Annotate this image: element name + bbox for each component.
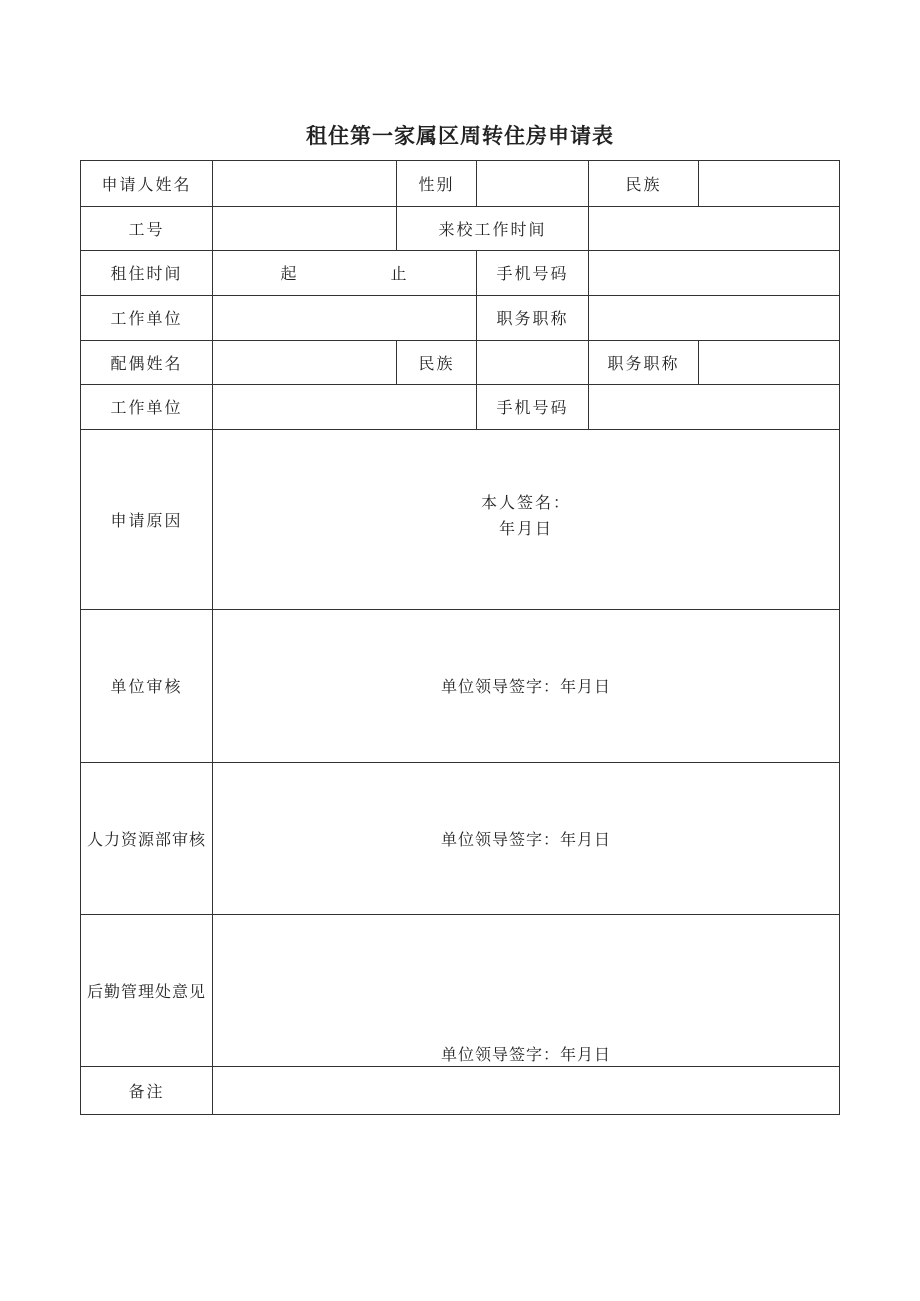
logistics-opinion-field[interactable] (213, 914, 839, 1066)
ethnicity-field[interactable] (699, 161, 839, 206)
ethnicity-label: 民族 (625, 175, 662, 194)
spouse-ethnicity-field[interactable] (477, 340, 588, 384)
hr-leader-sign-label: 单位领导签字：年月日 (440, 829, 611, 849)
self-date-label: 年月日 (498, 519, 553, 538)
position-title-label: 职务职称 (496, 309, 569, 328)
spouse-position-title-field[interactable] (699, 340, 839, 384)
spouse-work-unit-label: 工作单位 (110, 398, 183, 417)
application-form-grid (80, 160, 840, 1115)
unit-review-label: 单位审核 (110, 677, 183, 696)
rent-period-label: 租住时间 (110, 264, 183, 283)
unit-review-field[interactable] (213, 609, 839, 762)
spouse-position-title-label: 职务职称 (607, 353, 680, 373)
self-sign-label: 本人签名： (480, 493, 571, 512)
staff-id-label: 工号 (128, 219, 165, 239)
work-unit-field[interactable] (213, 295, 476, 340)
spouse-ethnicity-label: 民族 (418, 353, 455, 373)
applicant-name-label: 申请人姓名 (101, 175, 192, 194)
unit-leader-sign-label: 单位领导签字：年月日 (440, 677, 611, 696)
logistics-opinion-label: 后勤管理处意见 (86, 981, 206, 1001)
spouse-name-label: 配偶姓名 (110, 353, 183, 373)
reason-field[interactable] (213, 429, 839, 609)
hr-review-field[interactable] (213, 762, 839, 914)
reason-label: 申请原因 (110, 510, 183, 530)
remarks-field[interactable] (213, 1067, 839, 1114)
spouse-name-field[interactable] (213, 340, 396, 384)
spouse-mobile-label: 手机号码 (496, 398, 569, 417)
mobile-label: 手机号码 (496, 264, 569, 283)
staff-id-field[interactable] (213, 206, 396, 250)
gender-field[interactable] (477, 161, 588, 206)
start-work-time-label: 来校工作时间 (438, 219, 547, 239)
spouse-mobile-field[interactable] (589, 384, 839, 429)
logistics-leader-sign-label: 单位领导签字：年月日 (440, 1045, 611, 1064)
page-title: 租住第一家属区周转住房申请表 (306, 124, 614, 148)
spouse-work-unit-field[interactable] (213, 384, 476, 429)
position-title-field[interactable] (589, 295, 839, 340)
applicant-name-field[interactable] (213, 161, 396, 206)
work-unit-label: 工作单位 (110, 309, 183, 328)
start-work-time-field[interactable] (589, 206, 839, 250)
period-end-label: 止 (390, 264, 409, 283)
gender-label: 性别 (418, 175, 455, 194)
hr-review-label: 人力资源部审核 (86, 829, 206, 849)
period-start-label: 起 (280, 264, 299, 283)
mobile-field[interactable] (589, 250, 839, 295)
rent-period-field[interactable] (213, 250, 476, 295)
remarks-label: 备注 (128, 1082, 165, 1101)
